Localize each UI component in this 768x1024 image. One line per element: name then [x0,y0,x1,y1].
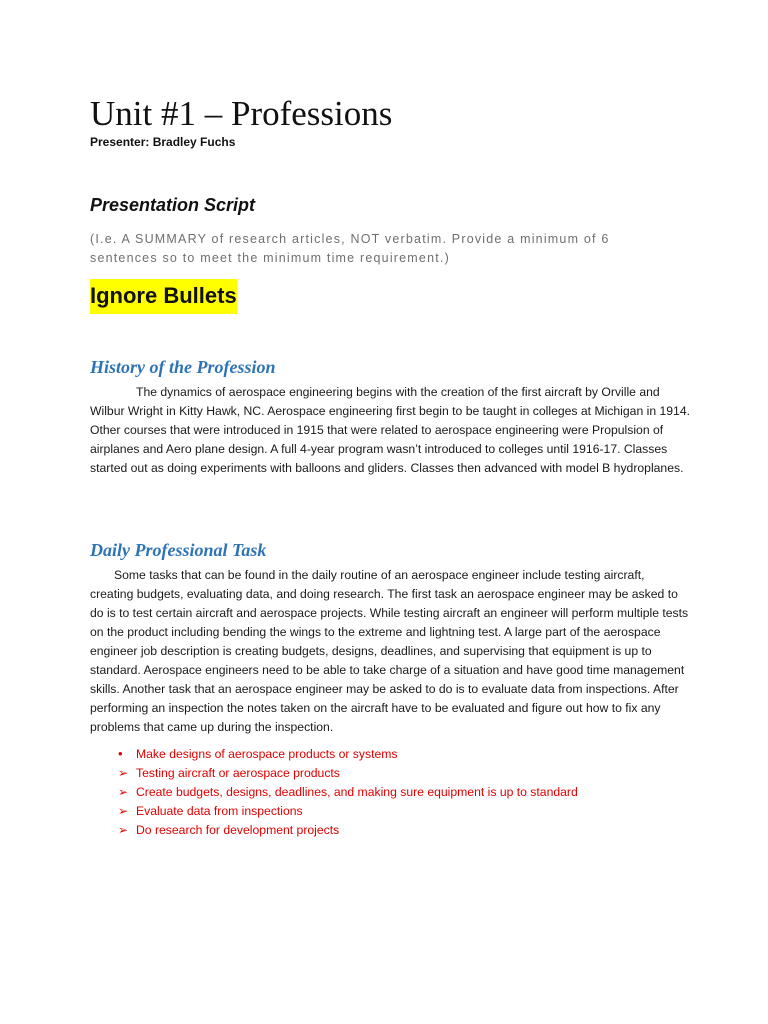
presentation-script-heading: Presentation Script [90,195,256,215]
instructions-note: (I.e. A SUMMARY of research articles, NOT verbatim. Provide a minimum of 6 sentences so to meet the minimum time requirement.) [90,232,610,265]
list-item-text: Create budgets, designs, deadlines, and making sure equipment is up to standard [136,784,578,799]
arrow-bullet-icon: ➢ [118,803,129,818]
list-item [118,763,578,782]
list-item [118,744,578,763]
list-item-text: Evaluate data from inspections [136,803,303,818]
daily-task-heading: Daily Professional Task [90,540,267,560]
list-item [118,820,578,839]
list-item [118,782,578,801]
bullet-dot-icon: • [118,746,123,761]
arrow-bullet-icon: ➢ [118,784,129,799]
history-heading: History of the Profession [90,357,276,377]
arrow-bullet-icon: ➢ [118,822,129,837]
list-item-text: Testing aircraft or aerospace products [136,765,340,780]
list-item [118,801,578,820]
page-title: Unit #1 – Professions [90,94,393,133]
presenter-line: Presenter: Bradley Fuchs [90,135,236,149]
list-item-text: Do research for development projects [136,822,340,837]
ignore-bullets-highlight: Ignore Bullets [90,279,237,314]
history-paragraph: The dynamics of aerospace engineering begins with the creation of the first aircraft by Orville and Wilbur Wright in Kitty Hawk, NC. Aerospace engineering first begin to be taught in colleges at Michigan in 1914. Other courses that were introduced in 1915 that were related to aerospace engineering were Propulsion of airplanes and Aero plane design. A full 4-year program wasn’t introduced to colleges until 1916-17. Classes started out as doing experiments with balloons and gliders. Classes then advanced with model B hydroplanes. [90,385,690,475]
arrow-bullet-icon: ➢ [118,765,129,780]
list-item-text: Make designs of aerospace products or systems [136,746,398,761]
daily-task-paragraph: Some tasks that can be found in the daily routine of an aerospace engineer include testing aircraft, creating budgets, evaluating data, and doing research. The first task an aerospace engineer may be asked to do is to test certain aircraft and aerospace projects. While testing aircraft an engineer will perform multiple tests on the product including bending the wings to the extreme and lightning test. A large part of the aerospace engineer job description is creating budgets, designs, deadlines, and supervising that equipment is up to standard. Aerospace engineers need to be able to take charge of a situation and have good time management skills. Another task that an aerospace engineer may be asked to do is to evaluate data from inspections. After performing an inspection the notes taken on the aircraft have to be evaluated and figure out how to fix any problems that came up during the inspection. [90,568,689,734]
task-bullet-list [118,744,578,839]
